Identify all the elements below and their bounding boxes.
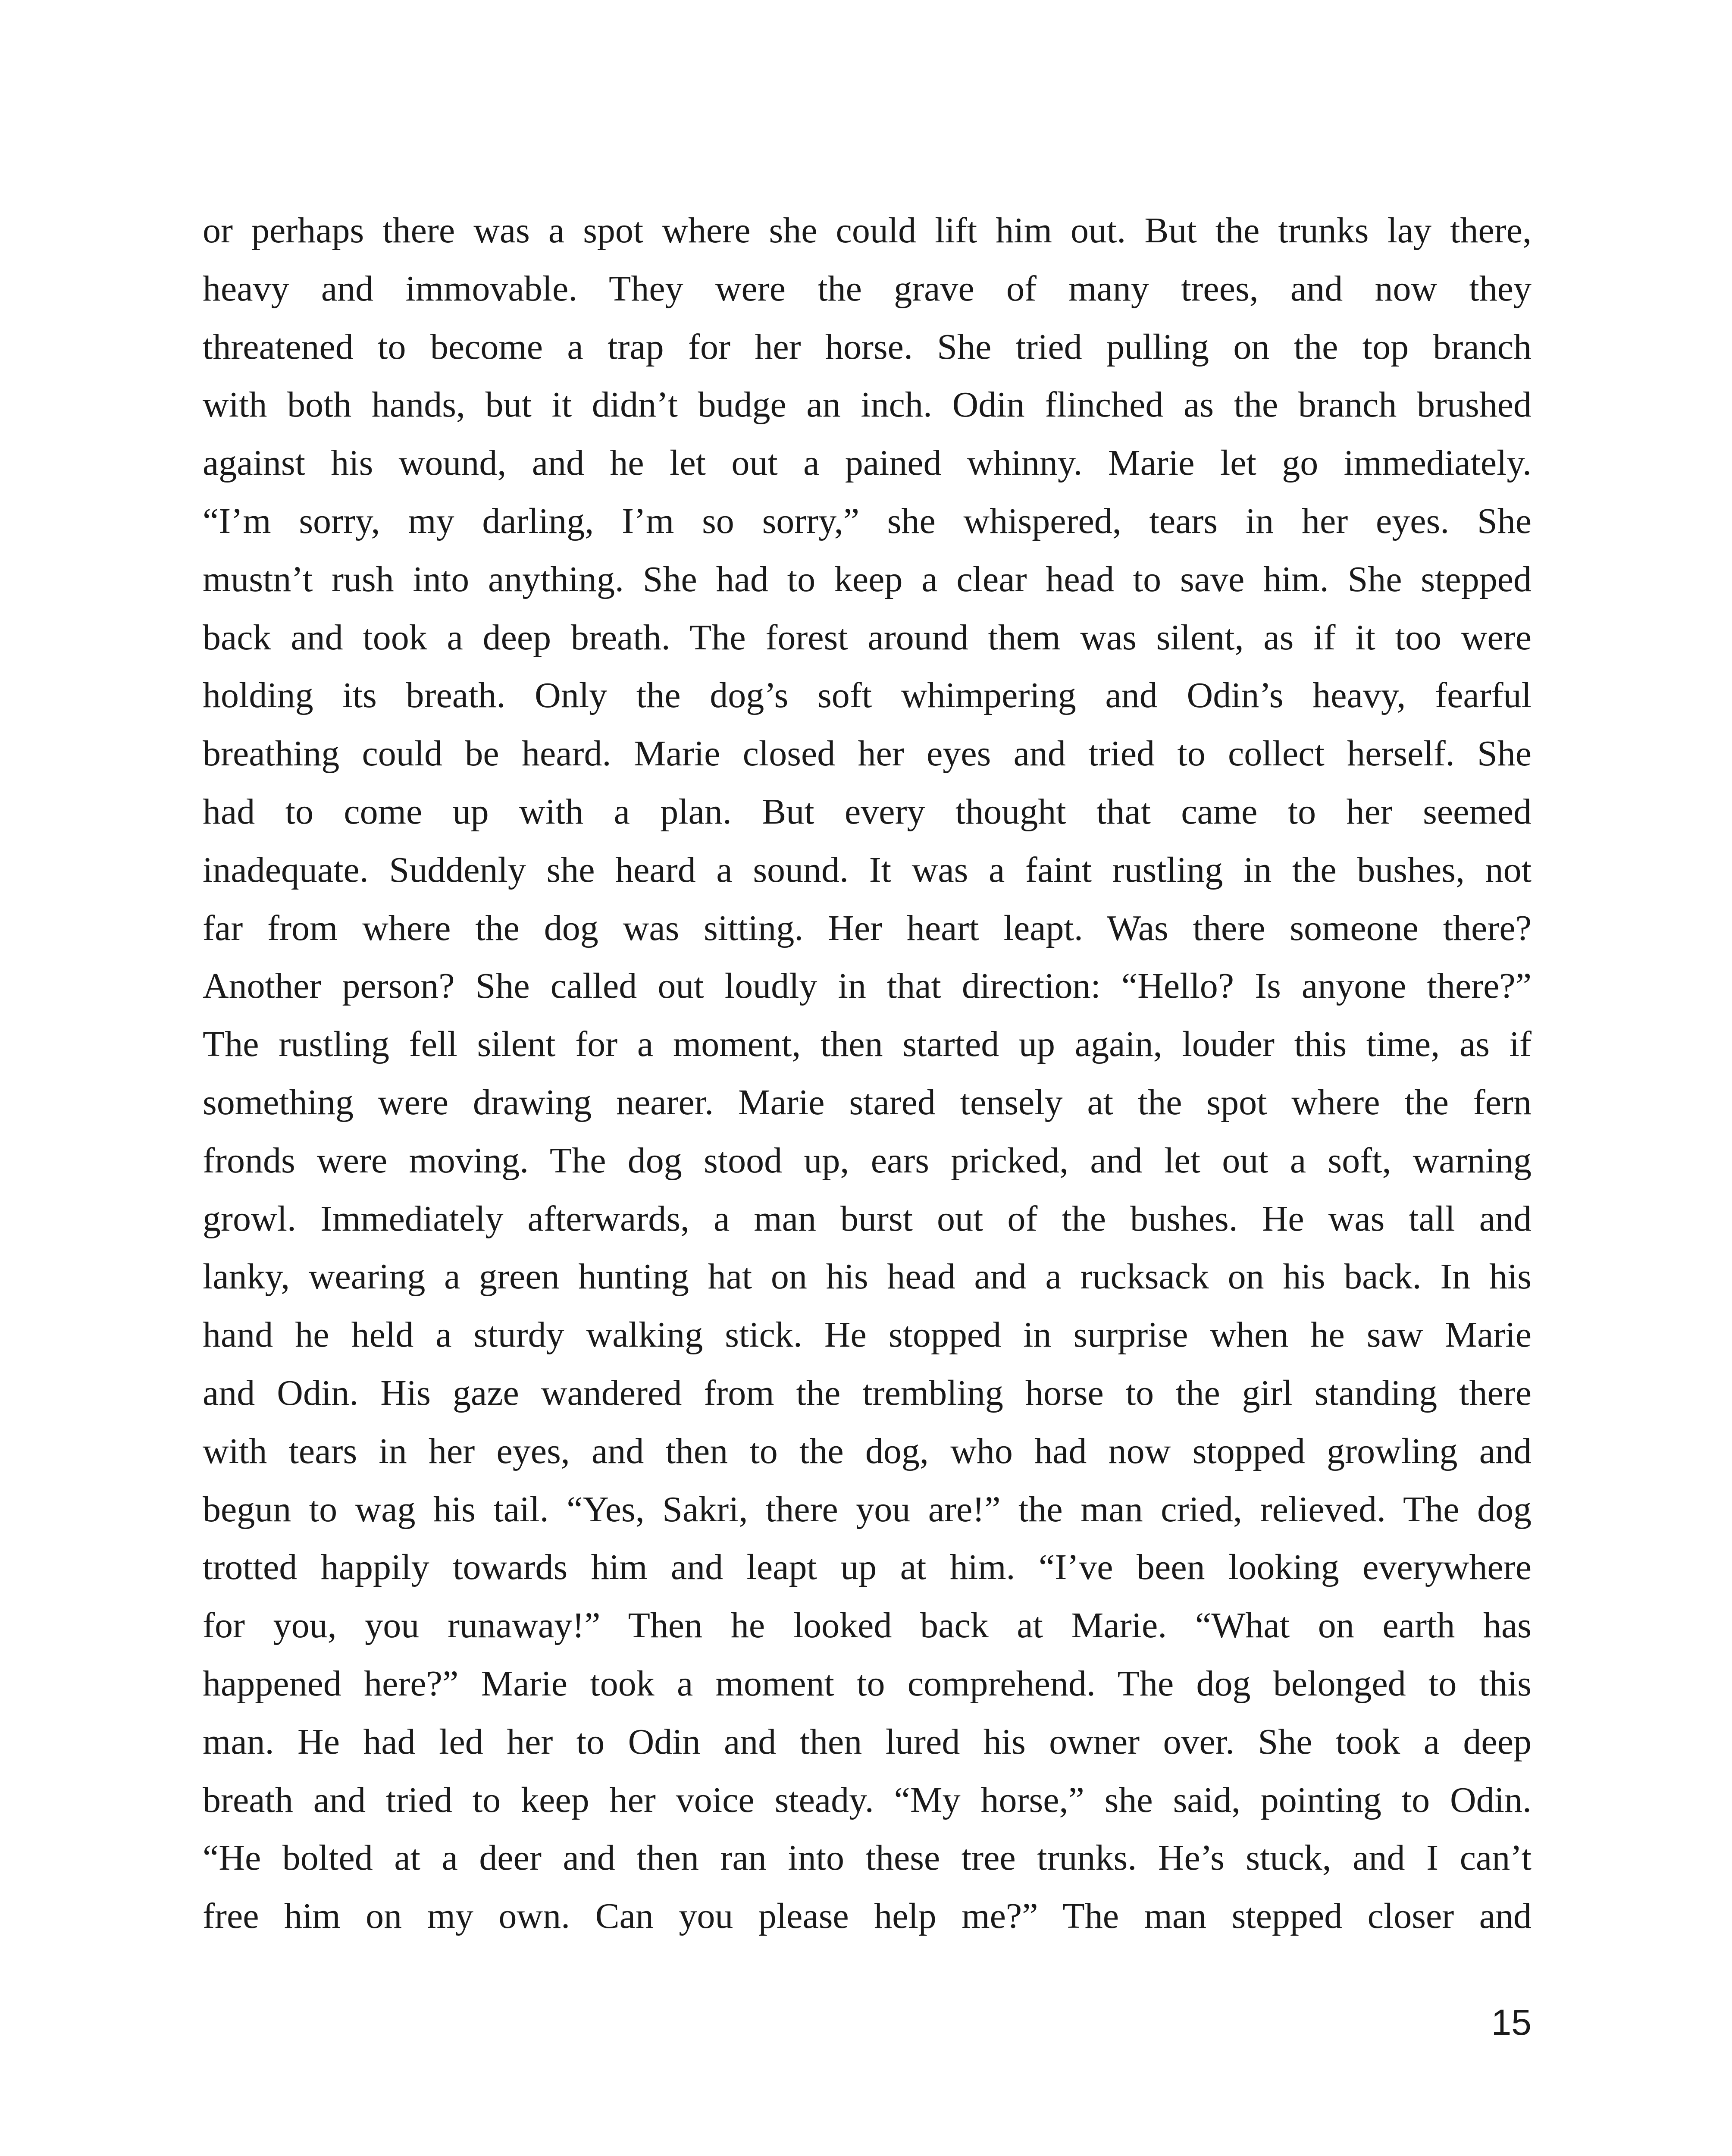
text-line: holding its breath. Only the dog’s soft whimpering and Odin’s heavy, fearful (203, 675, 1532, 716)
text-line: The rustling fell silent for a moment, then started up again, louder this time, as if (203, 1024, 1532, 1065)
text-line: man. He had led her to Odin and then lured his owner over. She took a deep (203, 1721, 1532, 1762)
text-line: breathing could be heard. Marie closed her eyes and tried to collect herself. She (203, 733, 1532, 774)
text-line: back and took a deep breath. The forest around them was silent, as if it too were (203, 617, 1532, 658)
text-line: heavy and immovable. They were the grave of many trees, and now they (203, 268, 1532, 309)
text-line: free him on my own. Can you please help me?” The man stepped closer and (203, 1896, 1532, 1937)
body-text (203, 202, 1532, 1946)
text-line: happened here?” Marie took a moment to comprehend. The dog belonged to this (203, 1663, 1532, 1704)
text-line: threatened to become a trap for her horse. She tried pulling on the top branch (203, 326, 1532, 367)
text-line: had to come up with a plan. But every thought that came to her seemed (203, 791, 1532, 832)
text-line: begun to wag his tail. “Yes, Sakri, there you are!” the man cried, relieved. The dog (203, 1489, 1532, 1529)
text-line: growl. Immediately afterwards, a man burst out of the bushes. He was tall and (203, 1198, 1532, 1239)
text-line: hand he held a sturdy walking stick. He stopped in surprise when he saw Marie (203, 1315, 1532, 1355)
text-line: Another person? She called out loudly in that direction: “Hello? Is anyone there?” (203, 966, 1532, 1006)
text-line: lanky, wearing a green hunting hat on his head and a rucksack on his back. In his (203, 1257, 1532, 1297)
text-line: fronds were moving. The dog stood up, ears pricked, and let out a soft, warning (203, 1140, 1532, 1181)
text-line: far from where the dog was sitting. Her heart leapt. Was there someone there? (203, 908, 1532, 948)
text-line: breath and tried to keep her voice steady. “My horse,” she said, pointing to Odin. (203, 1780, 1532, 1820)
text-line: or perhaps there was a spot where she could lift him out. But the trunks lay there, (203, 210, 1532, 251)
text-line: for you, you runaway!” Then he looked back at Marie. “What on earth has (203, 1605, 1532, 1646)
text-line: “I’m sorry, my darling, I’m so sorry,” she whispered, tears in her eyes. She (203, 501, 1532, 541)
text-line: with both hands, but it didn’t budge an inch. Odin flinched as the branch brushed (203, 385, 1532, 425)
page-number: 15 (1491, 2002, 1532, 2043)
text-line: and Odin. His gaze wandered from the trembling horse to the girl standing there (203, 1373, 1532, 1413)
text-line: mustn’t rush into anything. She had to keep a clear head to save him. She stepped (203, 559, 1532, 599)
text-line: against his wound, and he let out a pained whinny. Marie let go immediately. (203, 443, 1532, 483)
text-line: something were drawing nearer. Marie stared tensely at the spot where the fern (203, 1082, 1532, 1122)
text-line: trotted happily towards him and leapt up at him. “I’ve been looking everywhere (203, 1547, 1532, 1588)
text-line: with tears in her eyes, and then to the dog, who had now stopped growling and (203, 1431, 1532, 1471)
text-line: “He bolted at a deer and then ran into these tree trunks. He’s stuck, and I can’t (203, 1838, 1532, 1878)
text-line: inadequate. Suddenly she heard a sound. It was a faint rustling in the bushes, not (203, 849, 1532, 890)
